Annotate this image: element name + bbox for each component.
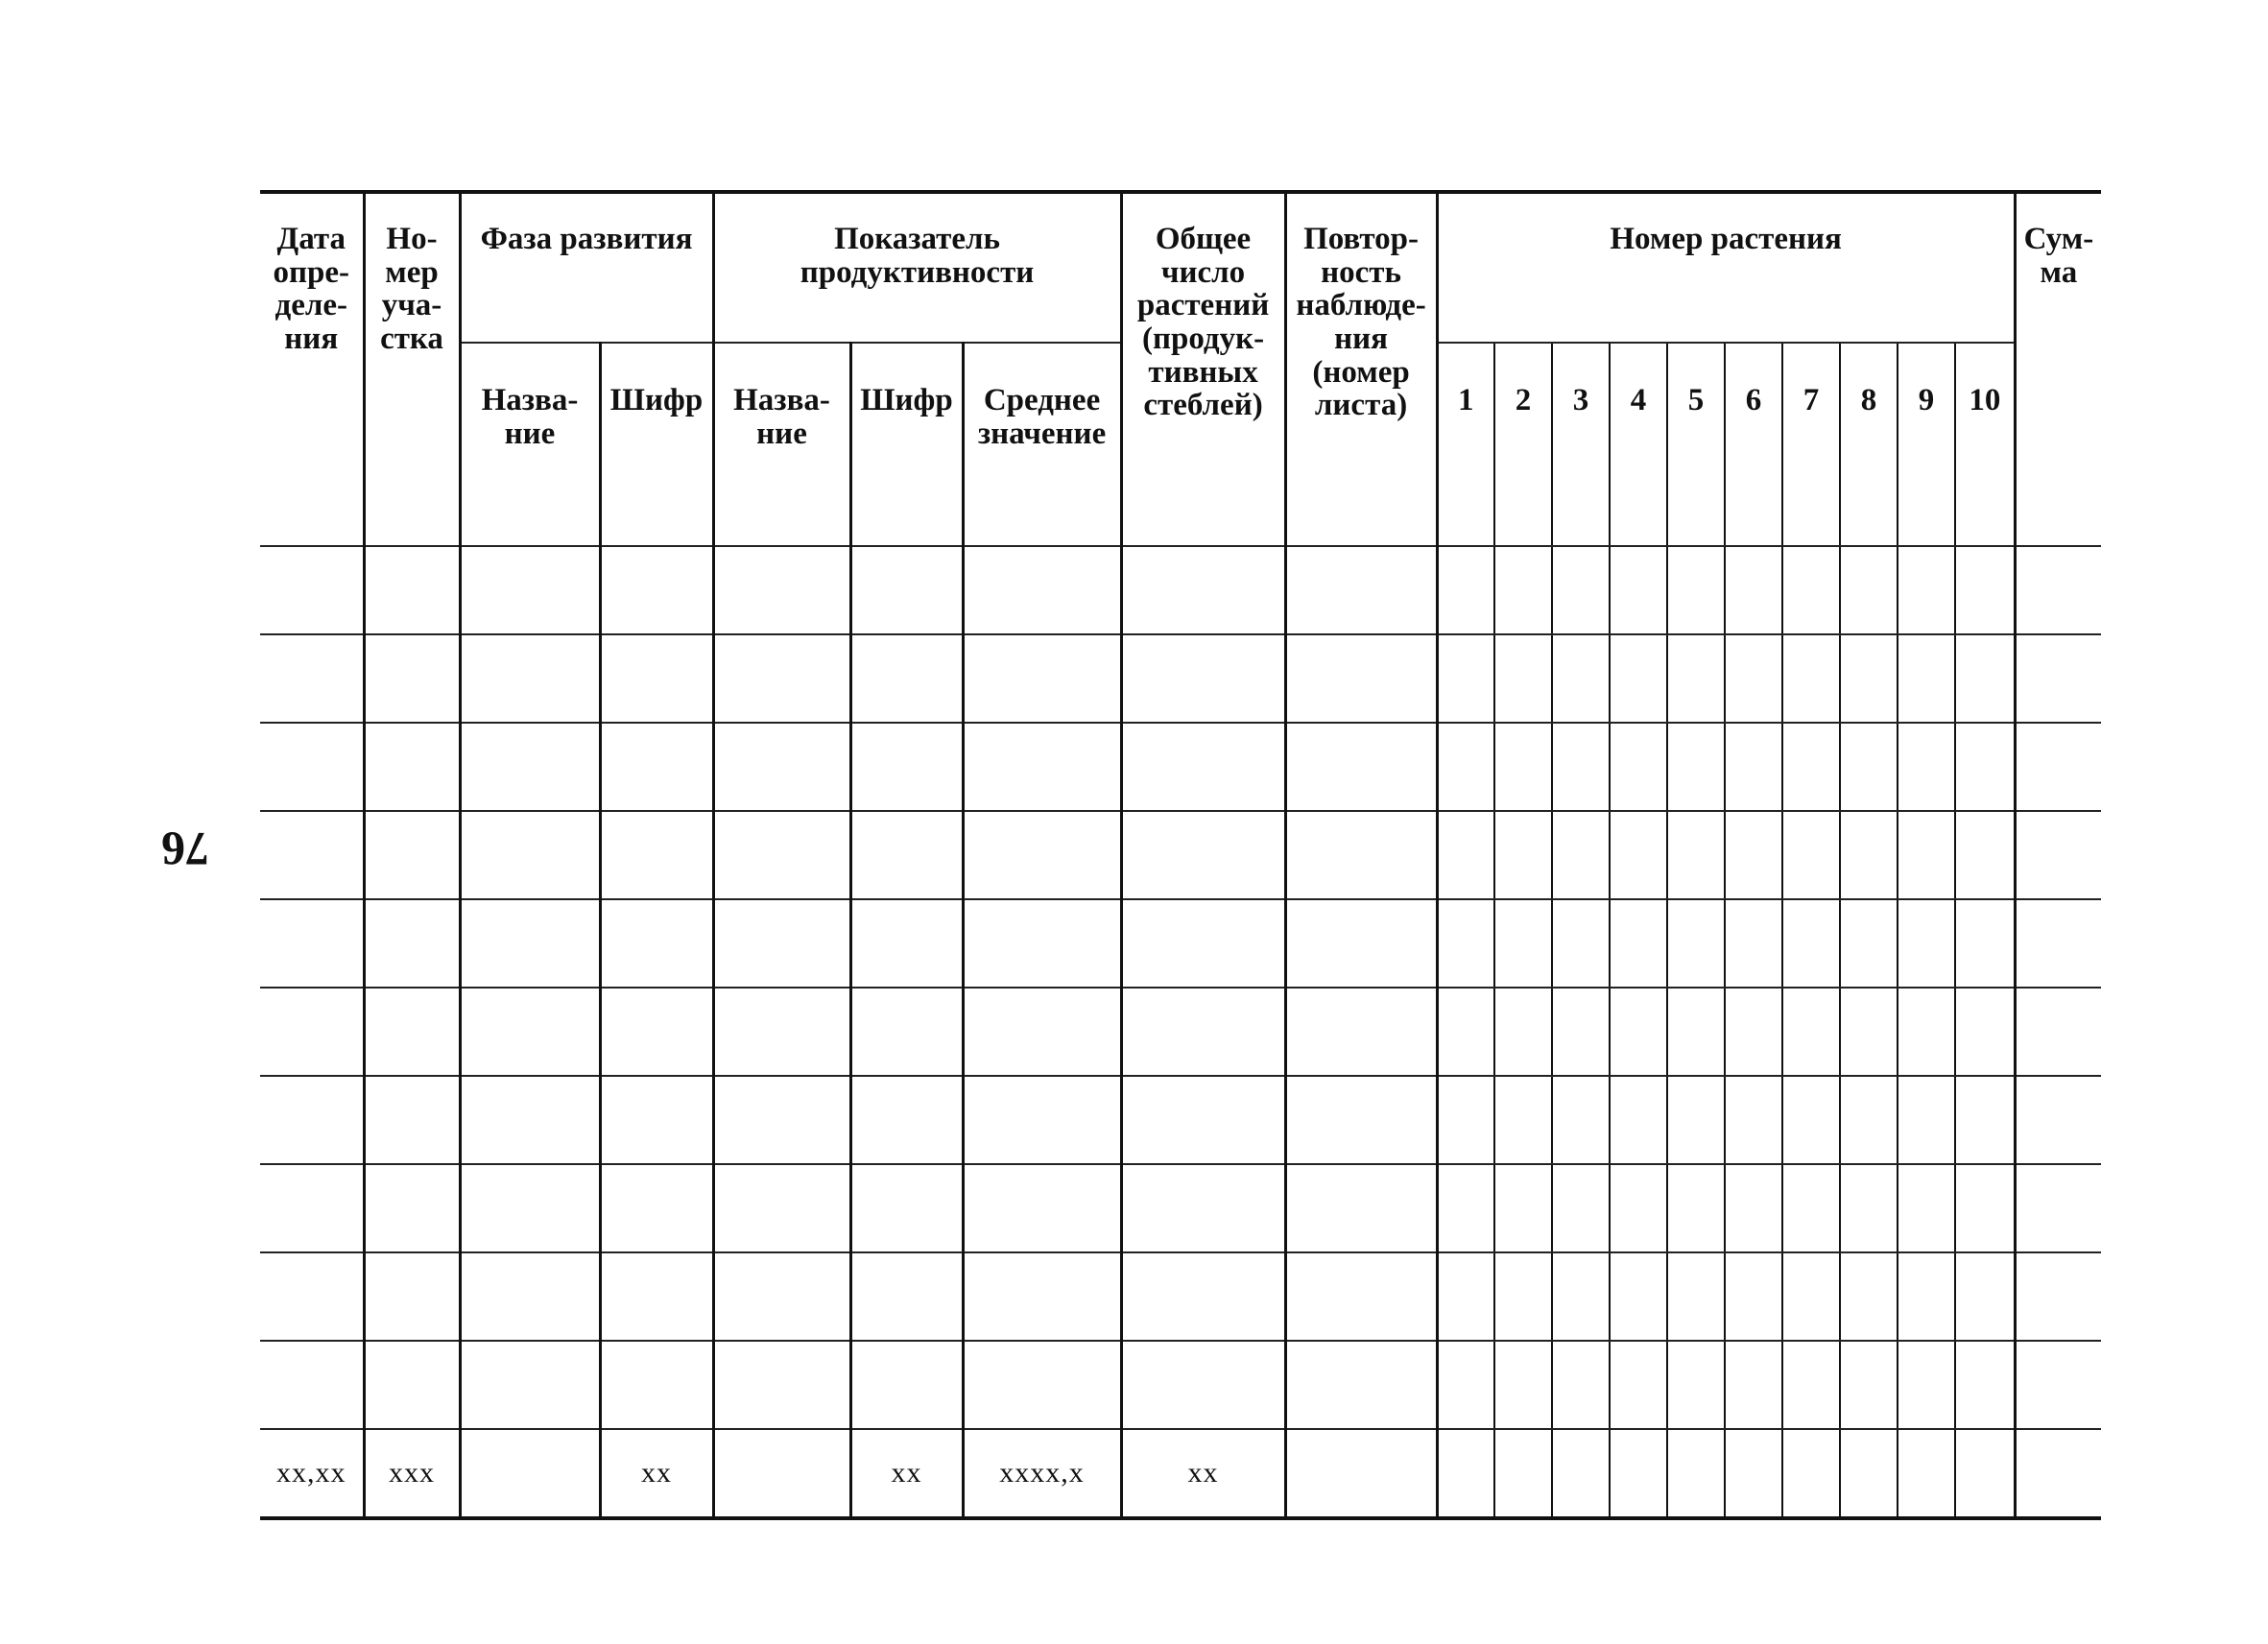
table-cell: [1782, 1341, 1840, 1429]
table-cell: [850, 1164, 963, 1252]
table-cell: [1898, 899, 1955, 988]
table-cell: [2015, 634, 2101, 723]
table-cell: [1121, 1252, 1285, 1341]
table-cell: [364, 1076, 460, 1164]
table-cell: [1285, 1252, 1437, 1341]
table-cell: [963, 634, 1121, 723]
table-cell: [1610, 1341, 1667, 1429]
plant-col-1: 1: [1437, 343, 1494, 546]
table-cell: [1840, 1252, 1898, 1341]
table-cell: [460, 899, 600, 988]
table-cell: [600, 1076, 713, 1164]
format-plant-cell: [1437, 1429, 1494, 1518]
table-cell: [713, 1164, 850, 1252]
table-cell: [713, 1076, 850, 1164]
format-prod-code: xx: [850, 1429, 963, 1518]
table-cell: [460, 811, 600, 899]
table-cell: [1285, 899, 1437, 988]
table-row: [260, 811, 2101, 899]
table-cell: [963, 723, 1121, 811]
table-cell: [1437, 1341, 1494, 1429]
table-cell: [1840, 988, 1898, 1076]
plant-col-6: 6: [1725, 343, 1782, 546]
header-repetition: Повтор-ность наблюде-ния (номер листа): [1285, 192, 1437, 546]
table-cell: [1667, 1341, 1725, 1429]
table-cell: [1725, 1341, 1782, 1429]
table-cell: [1610, 1164, 1667, 1252]
table-cell: [1667, 1164, 1725, 1252]
table-cell: [1667, 1252, 1725, 1341]
table-cell: [1898, 1341, 1955, 1429]
table-cell: [460, 1341, 600, 1429]
table-cell: [1667, 634, 1725, 723]
table-cell: [1437, 811, 1494, 899]
table-cell: [1552, 988, 1610, 1076]
format-prod-mean: xxxx,x: [963, 1429, 1121, 1518]
table-cell: [713, 811, 850, 899]
format-date: xx,xx: [260, 1429, 364, 1518]
table-cell: [1782, 811, 1840, 899]
table-cell: [1725, 634, 1782, 723]
table-row: [260, 546, 2101, 634]
table-cell: [1285, 988, 1437, 1076]
table-cell: [1840, 546, 1898, 634]
table-cell: [364, 1164, 460, 1252]
table-cell: [1898, 1252, 1955, 1341]
table-cell: [1285, 723, 1437, 811]
table-cell: [2015, 1341, 2101, 1429]
table-cell: [713, 723, 850, 811]
table-cell: [1285, 546, 1437, 634]
table-cell: [963, 546, 1121, 634]
table-cell: [850, 811, 963, 899]
table-cell: [364, 723, 460, 811]
table-cell: [260, 1341, 364, 1429]
table-row: [260, 1076, 2101, 1164]
format-row: [260, 1429, 2101, 1518]
table-cell: [963, 988, 1121, 1076]
table-cell: [1121, 1164, 1285, 1252]
table-cell: [1955, 1252, 2015, 1341]
table-cell: [260, 899, 364, 988]
table-cell: [260, 1164, 364, 1252]
table-cell: [1955, 1341, 2015, 1429]
table-cell: [2015, 1252, 2101, 1341]
table-cell: [2015, 1164, 2101, 1252]
table-cell: [1610, 634, 1667, 723]
table-cell: [1121, 811, 1285, 899]
table-row: [260, 723, 2101, 811]
table-cell: [1725, 811, 1782, 899]
table-cell: [1667, 811, 1725, 899]
table-cell: [850, 546, 963, 634]
table-cell: [1898, 546, 1955, 634]
table-cell: [364, 634, 460, 723]
plant-col-8: 8: [1840, 343, 1898, 546]
header-plant-number: Номер растения: [1437, 192, 2015, 343]
table-cell: [1782, 1164, 1840, 1252]
table-cell: [1840, 899, 1898, 988]
table-cell: [850, 1076, 963, 1164]
table-cell: [1725, 1164, 1782, 1252]
table-cell: [850, 723, 963, 811]
table-cell: [600, 546, 713, 634]
format-plant-cell: [1667, 1429, 1725, 1518]
table-cell: [1725, 546, 1782, 634]
table-cell: [1494, 1252, 1552, 1341]
table-cell: [1610, 723, 1667, 811]
table-cell: [364, 546, 460, 634]
table-cell: [1494, 1076, 1552, 1164]
header-row-1: [260, 192, 2101, 343]
table-cell: [1725, 1252, 1782, 1341]
header-plot-number: Но-мер уча-стка: [364, 192, 460, 546]
format-plant-cell: [1782, 1429, 1840, 1518]
table-cell: [600, 988, 713, 1076]
table-cell: [1494, 1341, 1552, 1429]
table-cell: [600, 1341, 713, 1429]
table-cell: [460, 1076, 600, 1164]
table-cell: [1437, 988, 1494, 1076]
table-cell: [713, 546, 850, 634]
header-total-plants: Общее число растений (продук-тивных стеблей): [1121, 192, 1285, 546]
table-cell: [1552, 723, 1610, 811]
table-cell: [1552, 546, 1610, 634]
table-cell: [1494, 988, 1552, 1076]
table-cell: [600, 723, 713, 811]
table-cell: [1898, 634, 1955, 723]
header-phase: Фаза развития: [460, 192, 713, 343]
format-plant-cell: [1494, 1429, 1552, 1518]
table-cell: [713, 899, 850, 988]
table-cell: [1494, 634, 1552, 723]
table-cell: [460, 546, 600, 634]
format-plant-cell: [1552, 1429, 1610, 1518]
table-cell: [260, 811, 364, 899]
format-plot-number: xxx: [364, 1429, 460, 1518]
table-cell: [850, 899, 963, 988]
table-cell: [1725, 723, 1782, 811]
table-cell: [963, 1252, 1121, 1341]
table-cell: [364, 1341, 460, 1429]
table-cell: [1782, 1076, 1840, 1164]
table-row: [260, 1341, 2101, 1429]
plant-col-3: 3: [1552, 343, 1610, 546]
table-cell: [1725, 899, 1782, 988]
table-cell: [1667, 988, 1725, 1076]
table-cell: [2015, 988, 2101, 1076]
table-cell: [260, 988, 364, 1076]
table-cell: [600, 899, 713, 988]
table-cell: [1121, 723, 1285, 811]
header-date: Дата опре-деле-ния: [260, 192, 364, 546]
page-number: 76: [161, 822, 209, 876]
table-cell: [1285, 634, 1437, 723]
table-cell: [2015, 1076, 2101, 1164]
table-cell: [1285, 1076, 1437, 1164]
table-row: [260, 1164, 2101, 1252]
table-cell: [850, 634, 963, 723]
table-row: [260, 634, 2101, 723]
plant-col-2: 2: [1494, 343, 1552, 546]
table-cell: [1955, 1164, 2015, 1252]
table-cell: [364, 899, 460, 988]
table-cell: [1552, 634, 1610, 723]
observation-form-table: [260, 190, 2101, 1520]
format-plant-cell: [1898, 1429, 1955, 1518]
table-cell: [1437, 899, 1494, 988]
table-cell: [1840, 1164, 1898, 1252]
table-cell: [1840, 1076, 1898, 1164]
table-cell: [1494, 546, 1552, 634]
table-cell: [1610, 811, 1667, 899]
header-phase-name: Назва-ние: [460, 343, 600, 546]
table-cell: [1782, 546, 1840, 634]
table-cell: [1898, 811, 1955, 899]
table-cell: [1610, 899, 1667, 988]
table-cell: [1121, 1341, 1285, 1429]
table-cell: [963, 1076, 1121, 1164]
table-cell: [1552, 1252, 1610, 1341]
plant-col-9: 9: [1898, 343, 1955, 546]
table-cell: [1437, 1076, 1494, 1164]
table-cell: [1121, 988, 1285, 1076]
table-cell: [1898, 1076, 1955, 1164]
table-cell: [1494, 723, 1552, 811]
table-cell: [713, 634, 850, 723]
table-cell: [260, 634, 364, 723]
table-cell: [963, 899, 1121, 988]
table-cell: [1552, 1164, 1610, 1252]
table-cell: [600, 1252, 713, 1341]
format-total-plants: xx: [1121, 1429, 1285, 1518]
table-row: [260, 899, 2101, 988]
table-cell: [1955, 1076, 2015, 1164]
header-sum: Сум-ма: [2015, 192, 2101, 546]
table-cell: [713, 1252, 850, 1341]
table-cell: [1552, 899, 1610, 988]
table-cell: [1782, 1252, 1840, 1341]
table-cell: [1782, 988, 1840, 1076]
plant-col-10: 10: [1955, 343, 2015, 546]
table-cell: [600, 811, 713, 899]
table-cell: [850, 1341, 963, 1429]
plant-col-4: 4: [1610, 343, 1667, 546]
table-cell: [1610, 988, 1667, 1076]
table-cell: [1782, 723, 1840, 811]
table-cell: [364, 988, 460, 1076]
table-cell: [713, 988, 850, 1076]
table-cell: [1725, 1076, 1782, 1164]
table-cell: [260, 1076, 364, 1164]
table-cell: [1437, 634, 1494, 723]
table-cell: [1667, 546, 1725, 634]
table-cell: [460, 1252, 600, 1341]
table-cell: [2015, 723, 2101, 811]
table-cell: [963, 1164, 1121, 1252]
format-phase-name: [460, 1429, 600, 1518]
table-cell: [1840, 634, 1898, 723]
table-cell: [713, 1341, 850, 1429]
table-row: [260, 988, 2101, 1076]
table-cell: [260, 723, 364, 811]
table-cell: [2015, 811, 2101, 899]
header-prod-code: Шифр: [850, 343, 963, 546]
table-cell: [1285, 811, 1437, 899]
table-cell: [1494, 1164, 1552, 1252]
table-cell: [1494, 899, 1552, 988]
table-cell: [1840, 811, 1898, 899]
format-repetition: [1285, 1429, 1437, 1518]
table-cell: [1725, 988, 1782, 1076]
table-cell: [1840, 723, 1898, 811]
table-cell: [364, 1252, 460, 1341]
table-cell: [1552, 1076, 1610, 1164]
table-cell: [1437, 546, 1494, 634]
format-plant-cell: [1955, 1429, 2015, 1518]
table-cell: [1667, 1076, 1725, 1164]
table-cell: [963, 1341, 1121, 1429]
table-cell: [1121, 634, 1285, 723]
table-cell: [1285, 1341, 1437, 1429]
format-plant-cell: [1840, 1429, 1898, 1518]
table-cell: [1667, 723, 1725, 811]
header-productivity: Показатель продуктивности: [713, 192, 1121, 343]
format-plant-cell: [1725, 1429, 1782, 1518]
table-cell: [1955, 811, 2015, 899]
table-cell: [364, 811, 460, 899]
table-cell: [1121, 546, 1285, 634]
table-cell: [2015, 899, 2101, 988]
table-cell: [1955, 899, 2015, 988]
table-cell: [1437, 723, 1494, 811]
table-cell: [850, 1252, 963, 1341]
table-cell: [1840, 1341, 1898, 1429]
table-cell: [1955, 546, 2015, 634]
table-cell: [1121, 899, 1285, 988]
table-cell: [260, 546, 364, 634]
table-row: [260, 1252, 2101, 1341]
format-sum: [2015, 1429, 2101, 1518]
table-cell: [1782, 899, 1840, 988]
table-cell: [600, 634, 713, 723]
table-cell: [460, 988, 600, 1076]
table-cell: [1955, 988, 2015, 1076]
table-cell: [1552, 1341, 1610, 1429]
table-cell: [2015, 546, 2101, 634]
table-cell: [1955, 634, 2015, 723]
table-cell: [460, 1164, 600, 1252]
table-cell: [260, 1252, 364, 1341]
table-cell: [1610, 546, 1667, 634]
table-cell: [460, 723, 600, 811]
plant-col-5: 5: [1667, 343, 1725, 546]
format-phase-code: xx: [600, 1429, 713, 1518]
format-prod-name: [713, 1429, 850, 1518]
table-cell: [1898, 723, 1955, 811]
header-prod-mean: Среднее значение: [963, 343, 1121, 546]
table-cell: [1494, 811, 1552, 899]
header-phase-code: Шифр: [600, 343, 713, 546]
table-cell: [1898, 988, 1955, 1076]
table-cell: [600, 1164, 713, 1252]
table-cell: [1667, 899, 1725, 988]
table-cell: [963, 811, 1121, 899]
plant-col-7: 7: [1782, 343, 1840, 546]
table-cell: [1610, 1252, 1667, 1341]
table-cell: [1955, 723, 2015, 811]
table-cell: [1898, 1164, 1955, 1252]
table-cell: [850, 988, 963, 1076]
data-rows: [260, 546, 2101, 1429]
table-cell: [1121, 1076, 1285, 1164]
header-prod-name: Назва-ние: [713, 343, 850, 546]
table-cell: [1437, 1164, 1494, 1252]
table-cell: [1437, 1252, 1494, 1341]
table-cell: [1782, 634, 1840, 723]
table-cell: [1285, 1164, 1437, 1252]
table-cell: [460, 634, 600, 723]
table-cell: [1610, 1076, 1667, 1164]
table-cell: [1552, 811, 1610, 899]
format-plant-cell: [1610, 1429, 1667, 1518]
